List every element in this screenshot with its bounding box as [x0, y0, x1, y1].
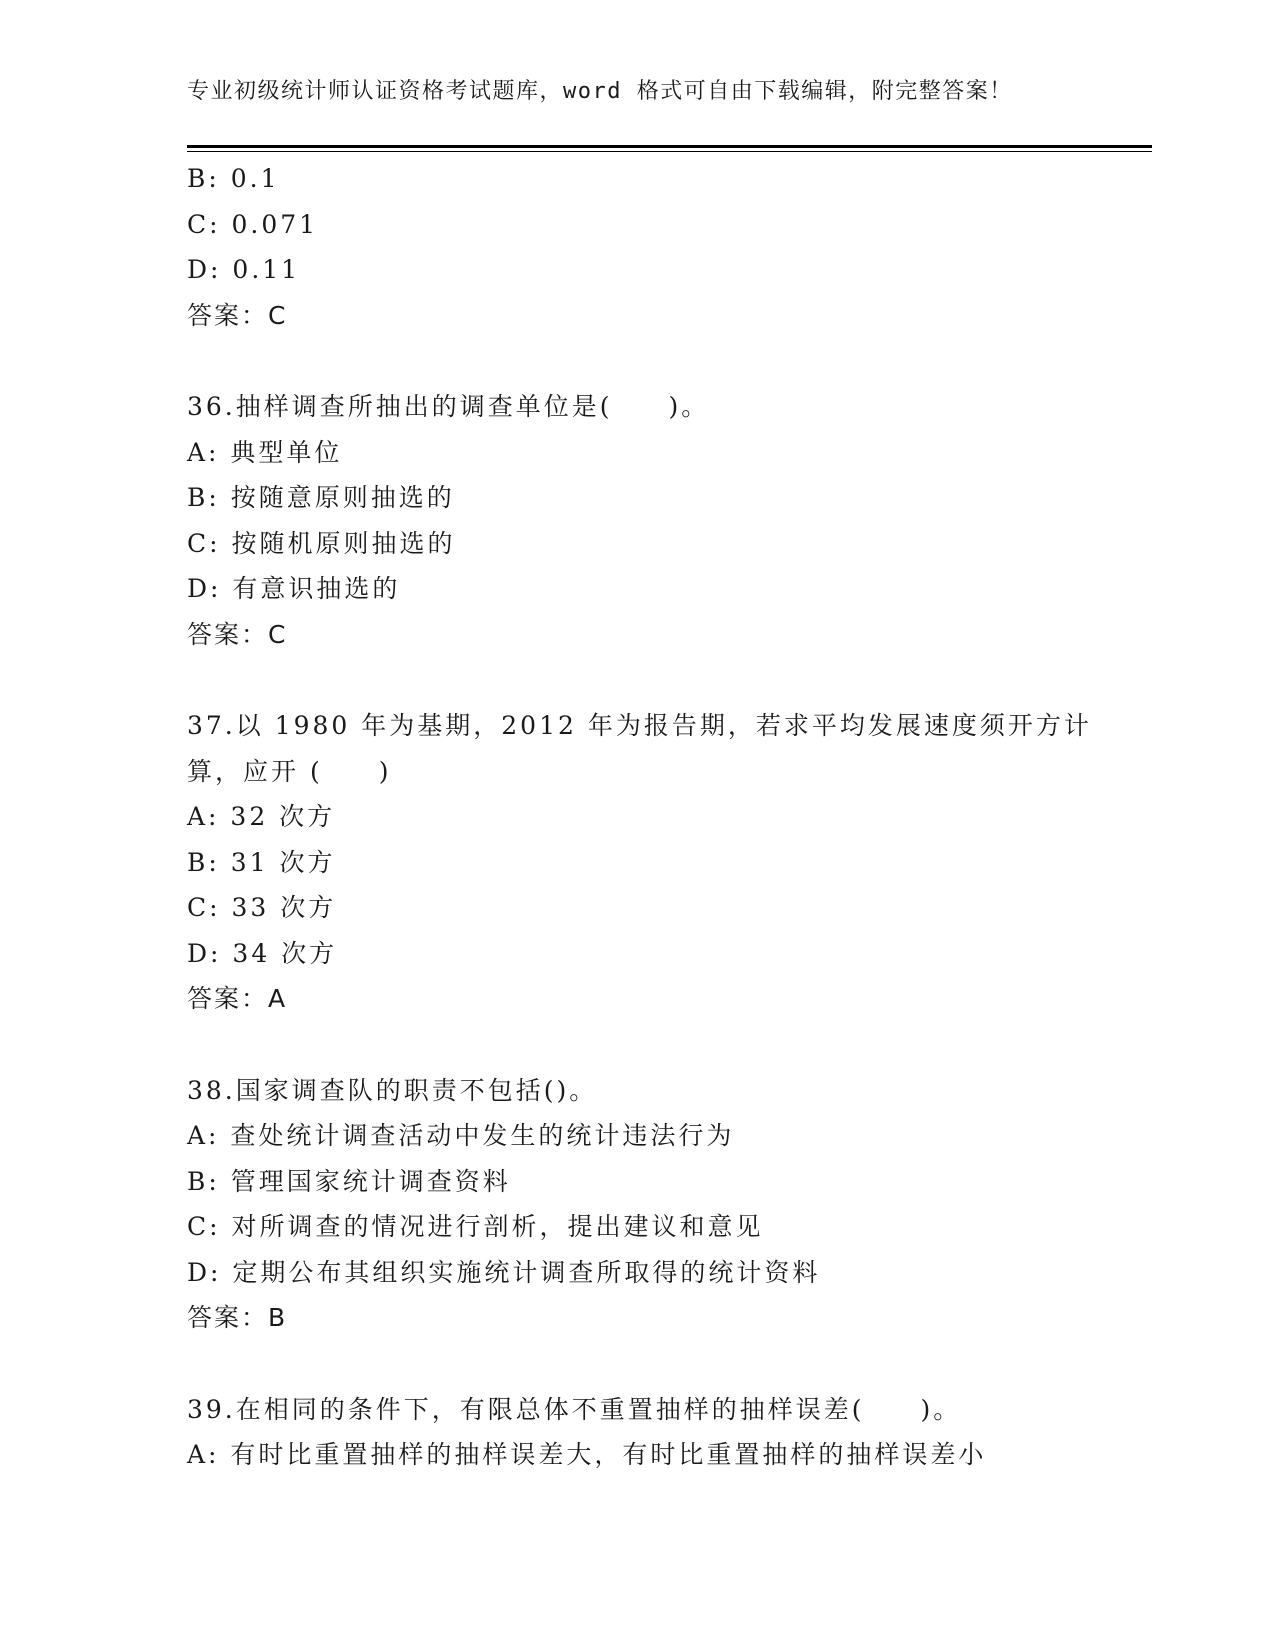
option-c: C: 0.071: [187, 209, 319, 239]
option-a: A: 有时比重置抽样的抽样误差大，有时比重置抽样的抽样误差小: [187, 1440, 987, 1469]
option-a: A: 查处统计调查活动中发生的统计违法行为: [187, 1121, 735, 1150]
answer-line: 答案：A: [187, 984, 288, 1013]
option-d: D: 定期公布其组织实施统计调查所取得的统计资料: [187, 1257, 821, 1287]
option-d: D: 有意识抽选的: [187, 574, 401, 603]
page-header: 专业初级统计师认证资格考试题库，word 格式可自由下载编辑，附完整答案！: [187, 79, 1013, 104]
option-d: D: 0.11: [187, 255, 301, 284]
question-37-line2: 算，应开 ( ): [187, 756, 392, 786]
question-37-line1: 37.以 1980 年为基期，2012 年为报告期，若求平均发展速度须开方计: [187, 711, 1092, 740]
option-b: B: 0.1: [187, 164, 280, 193]
option-a: A: 32 次方: [187, 802, 336, 831]
answer-line: 答案：C: [187, 300, 288, 330]
answer-line: 答案：C: [187, 619, 288, 649]
option-c: C: 对所调查的情况进行剖析，提出建议和意见: [187, 1212, 764, 1241]
question-36: 36.抽样调查所抽出的调查单位是( )。: [187, 392, 710, 421]
option-c: C: 33 次方: [187, 893, 337, 922]
question-39: 39.在相同的条件下，有限总体不重置抽样的抽样误差( )。: [187, 1394, 962, 1424]
option-b: B: 按随意原则抽选的: [187, 483, 455, 512]
question-list: [187, 156, 1092, 1478]
option-c: C: 按随机原则抽选的: [187, 528, 456, 558]
option-b: B: 31 次方: [187, 847, 336, 877]
header-rule-thick: [187, 145, 1152, 148]
answer-line: 答案：B: [187, 1303, 288, 1332]
option-a: A: 典型单位: [187, 437, 343, 467]
option-d: D: 34 次方: [187, 938, 338, 968]
question-38: 38.国家调查队的职责不包括()。: [187, 1075, 598, 1105]
option-b: B: 管理国家统计调查资料: [187, 1166, 511, 1196]
header-rule-thin: [187, 151, 1152, 152]
